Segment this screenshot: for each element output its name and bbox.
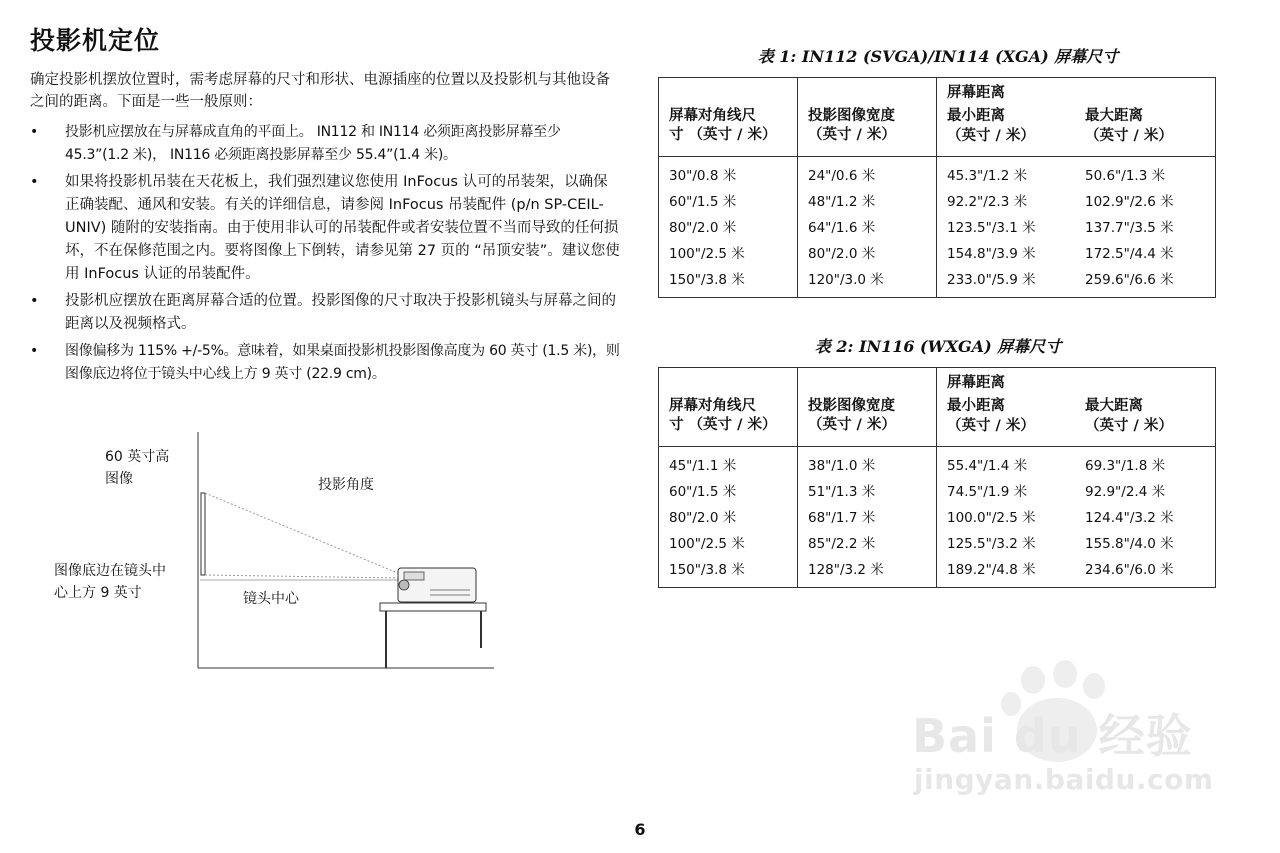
cell-min: 125.5"/3.2 米 xyxy=(947,536,1036,552)
cell-min: 74.5"/1.9 米 xyxy=(947,484,1028,500)
page-number: 6 xyxy=(634,820,646,839)
table-2-caption: 表 2: IN116 (WXGA) 屏幕尺寸 xyxy=(814,337,1062,356)
cell-width: 24"/0.6 米 xyxy=(798,157,937,190)
guideline-text: 图像偏移为 115% +/-5%。意味着，如果桌面投影机投影图像高度为 60 英寸 (1.5 米)，则图像底边将位于镜头中心线上方 9 英寸 (22.9 cm)。 xyxy=(65,343,620,382)
table-2 xyxy=(658,367,1216,588)
cell-max: 259.6"/6.6 米 xyxy=(1075,267,1216,298)
watermark-url: jingyan.baidu.com xyxy=(914,763,1214,796)
cell-max: 124.4"/3.2 米 xyxy=(1075,505,1216,531)
projector-icon xyxy=(398,568,476,602)
table-1 xyxy=(658,77,1216,298)
guideline-item xyxy=(30,290,622,336)
cell-diagonal: 150"/3.8 米 xyxy=(659,267,798,298)
table-row xyxy=(659,447,1216,480)
cell-min: 45.3"/1.2 米 xyxy=(947,168,1028,184)
watermark-brand: Bai du 经验 xyxy=(912,709,1193,763)
cell-max: 234.6"/6.0 米 xyxy=(1075,557,1216,588)
cell-min: 55.4"/1.4 米 xyxy=(947,458,1028,474)
cell-width: 64"/1.6 米 xyxy=(798,215,937,241)
header-diagonal: 屏幕对角线尺 寸 （英寸 / 米） xyxy=(659,368,798,447)
header-min-distance: 最小距离 （英寸 / 米） xyxy=(947,108,1035,144)
cell-width: 38"/1.0 米 xyxy=(798,447,937,480)
table-row xyxy=(659,215,1216,241)
cell-diagonal: 30"/0.8 米 xyxy=(659,157,798,190)
lens-center-label: 镜头中心 xyxy=(243,591,299,607)
cell-diagonal: 60"/1.5 米 xyxy=(659,479,798,505)
table-row xyxy=(659,531,1216,557)
cell-diagonal: 45"/1.1 米 xyxy=(659,447,798,480)
header-min-distance: 最小距离 （英寸 / 米） xyxy=(947,398,1035,434)
cell-max: 69.3"/1.8 米 xyxy=(1075,447,1216,480)
cell-width: 48"/1.2 米 xyxy=(798,189,937,215)
guideline-text: 如果将投影机吊装在天花板上，我们强烈建议您使用 InFocus 认可的吊装架，以确保正确装配、通风和安装。有关的详细信息，请参阅 InFocus 吊装配件 (p/n SP-CEIL-UNIV) 随附的安装指南。由于使用非认可的吊装配件或者安装位置不当而导致的任何损坏，不在保修范围之内。要将图像上下倒转，请参见第 27 页的 “吊顶安装”。建议您使用 InFocus 认证的吊装配件。 xyxy=(65,174,620,282)
table-row xyxy=(659,505,1216,531)
table-icon xyxy=(380,603,486,668)
left-column xyxy=(30,26,622,390)
table-1-caption: 表 1: IN112 (SVGA)/IN114 (XGA) 屏幕尺寸 xyxy=(757,47,1119,66)
cell-min: 189.2"/4.8 米 xyxy=(947,562,1036,578)
header-width: 投影图像宽度 （英寸 / 米） xyxy=(798,368,937,447)
bullet-icon: • xyxy=(30,343,39,359)
table-header-row xyxy=(659,368,1216,398)
table-row xyxy=(659,557,1216,588)
cell-min: 154.8"/3.9 米 xyxy=(947,246,1036,262)
cell-diagonal: 80"/2.0 米 xyxy=(659,505,798,531)
table-row xyxy=(659,189,1216,215)
header-max-distance: 最大距离 （英寸 / 米） xyxy=(1075,397,1216,446)
table-row xyxy=(659,241,1216,267)
table-row xyxy=(659,157,1216,190)
bullet-icon: • xyxy=(30,174,39,190)
screen-image-icon xyxy=(201,493,205,575)
intro-paragraph: 确定投影机摆放位置时，需考虑屏幕的尺寸和形状、电源插座的位置以及投影机与其他设备之间的距离。下面是一些一般原则： xyxy=(30,72,610,110)
projection-angle-label: 投影角度 xyxy=(318,477,374,493)
offset-label: 图像底边在镜头中 心上方 9 英寸 xyxy=(54,563,166,601)
cell-diagonal: 150"/3.8 米 xyxy=(659,557,798,588)
guideline-list xyxy=(30,121,622,386)
cell-diagonal: 100"/2.5 米 xyxy=(659,241,798,267)
guideline-text: 投影机应摆放在距离屏幕合适的位置。投影图像的尺寸取决于投影机镜头与屏幕之间的距离以及视频格式。 xyxy=(65,293,616,332)
guideline-item xyxy=(30,121,622,167)
cell-min: 233.0"/5.9 米 xyxy=(947,272,1036,288)
cell-max: 137.7"/3.5 米 xyxy=(1075,215,1216,241)
bullet-icon: • xyxy=(30,293,39,309)
cell-min: 123.5"/3.1 米 xyxy=(947,220,1036,236)
header-diagonal: 屏幕对角线尺 寸 （英寸 / 米） xyxy=(659,78,798,157)
guideline-text: 投影机应摆放在与屏幕成直角的平面上。 IN112 和 IN114 必须距离投影屏幕至少 45.3”(1.2 米)， IN116 必须距离投影屏幕至少 55.4”(1.4 米)。 xyxy=(65,124,561,163)
guideline-item xyxy=(30,171,622,286)
cell-max: 102.9"/2.6 米 xyxy=(1075,189,1216,215)
page-title: 投影机定位 xyxy=(30,26,161,55)
header-distance: 屏幕距离 xyxy=(937,78,1216,108)
cell-width: 80"/2.0 米 xyxy=(798,241,937,267)
cell-max: 92.9"/2.4 米 xyxy=(1075,479,1216,505)
table-row xyxy=(659,479,1216,505)
image-height-label: 60 英寸高 图像 xyxy=(105,449,170,487)
guideline-item xyxy=(30,340,622,386)
cell-width: 128"/3.2 米 xyxy=(798,557,937,588)
cell-width: 120"/3.0 米 xyxy=(798,267,937,298)
cell-min: 92.2"/2.3 米 xyxy=(947,194,1028,210)
header-width: 投影图像宽度 （英寸 / 米） xyxy=(798,78,937,157)
bullet-icon: • xyxy=(30,124,39,140)
table-row xyxy=(659,267,1216,298)
cell-max: 172.5"/4.4 米 xyxy=(1075,241,1216,267)
cell-width: 51"/1.3 米 xyxy=(798,479,937,505)
cell-min: 100.0"/2.5 米 xyxy=(947,510,1036,526)
cell-width: 68"/1.7 米 xyxy=(798,505,937,531)
cell-width: 85"/2.2 米 xyxy=(798,531,937,557)
cell-diagonal: 80"/2.0 米 xyxy=(659,215,798,241)
table-header-row xyxy=(659,78,1216,108)
cell-diagonal: 60"/1.5 米 xyxy=(659,189,798,215)
header-distance: 屏幕距离 xyxy=(937,368,1216,398)
cell-diagonal: 100"/2.5 米 xyxy=(659,531,798,557)
cell-max: 155.8"/4.0 米 xyxy=(1075,531,1216,557)
header-max-distance: 最大距离 （英寸 / 米） xyxy=(1075,107,1216,156)
cell-max: 50.6"/1.3 米 xyxy=(1075,157,1216,190)
